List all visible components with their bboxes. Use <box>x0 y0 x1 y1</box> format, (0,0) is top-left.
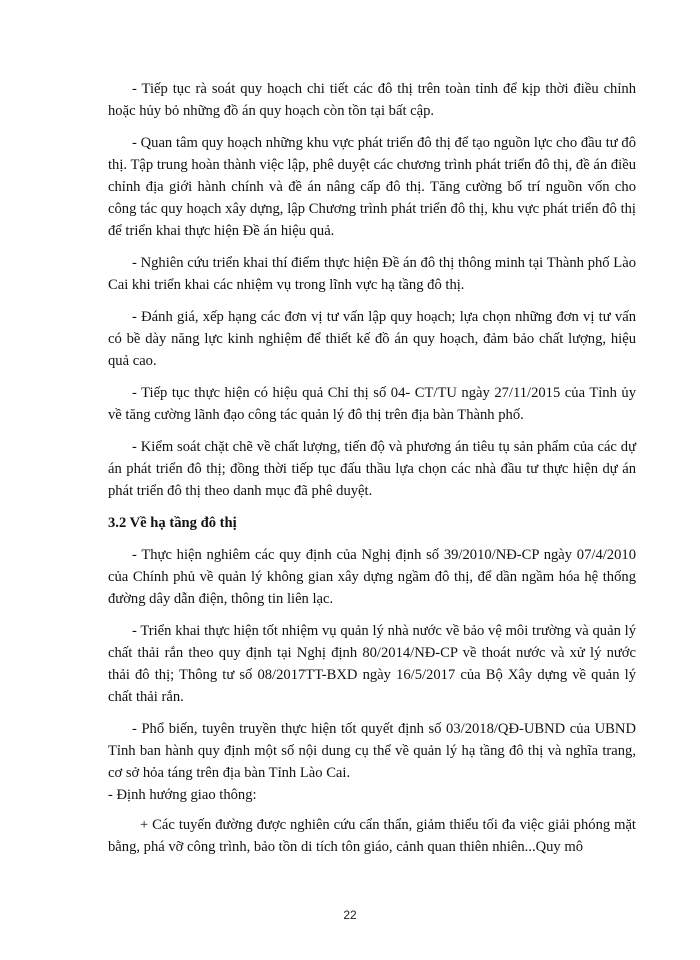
paragraph-decision-03: - Phổ biến, tuyên truyền thực hiện tốt quyết định số 03/2018/QĐ-UBND của UBND Tỉnh ban hành quy định một số nội dung cụ thể về quản lý hạ tầng đô thị và nghĩa trang, cơ sở hỏa táng trên địa bàn Tỉnh Lào Cai. <box>108 721 636 781</box>
paragraph-traffic-orientation: - Định hướng giao thông: <box>108 787 257 803</box>
paragraph-review-detailed-planning: - Tiếp tục rà soát quy hoạch chi tiết các đô thị trên toàn tỉnh để kịp thời điều chỉnh hoặc hủy bỏ những đồ án quy hoạch còn tồn tại bất cập. <box>108 81 636 119</box>
paragraph-directive-04: - Tiếp tục thực hiện có hiệu quả Chỉ thị số 04- CT/TU ngày 27/11/2015 của Tỉnh ủy về tăng cường lãnh đạo công tác quản lý đô thị trên địa bàn Thành phố. <box>108 385 636 423</box>
paragraph-quality-control: - Kiểm soát chặt chẽ về chất lượng, tiến độ và phương án tiêu tụ sản phẩm của các dự án phát triển đô thị; đồng thời tiếp tục đấu thầu lựa chọn các nhà đầu tư thực hiện dự án phát triển đô thị theo danh mục đã phê duyệt. <box>108 439 636 499</box>
paragraph-smart-city-pilot: - Nghiên cứu triển khai thí điểm thực hiện Đề án đô thị thông minh tại Thành phố Lào Cai khi triển khai các nhiệm vụ trong lĩnh vực hạ tầng đô thị. <box>108 255 636 293</box>
section-heading-urban-infrastructure: 3.2 Về hạ tầng đô thị <box>108 515 237 531</box>
page-body <box>108 78 636 868</box>
paragraph-consultant-ranking: - Đánh giá, xếp hạng các đơn vị tư vấn lập quy hoạch; lựa chọn những đơn vị tư vấn có bề dày năng lực kinh nghiệm để thiết kế đồ án quy hoạch, đảm bảo chất lượng, hiệu quả cao. <box>108 309 636 369</box>
paragraph-traffic-routes: + Các tuyến đường được nghiên cứu cẩn thẩn, giảm thiểu tối đa việc giải phóng mặt bằng, phá vỡ công trình, bảo tồn di tích tôn giáo, cảnh quan thiên nhiên...Quy mô <box>108 817 636 855</box>
paragraph-environment-waste: - Triển khai thực hiện tốt nhiệm vụ quản lý nhà nước về bảo vệ môi trường và quản lý chất thải rắn theo quy định tại Nghị định 80/2014/NĐ-CP về thoát nước và xử lý nước thải đô thị; Thông tư số 08/2017TT-BXD ngày 16/5/2017 của Bộ Xây dựng về quản lý chất thải rắn. <box>108 623 636 705</box>
paragraph-urban-development-areas: - Quan tâm quy hoạch những khu vực phát triển đô thị để tạo nguồn lực cho đầu tư đô thị. Tập trung hoàn thành việc lập, phê duyệt các chương trình phát triển đô thị, đề án điều chỉnh địa giới hành chính và đề án nâng cấp đô thị. Tăng cường bố trí nguồn vốn cho công tác quy hoạch xây dựng, lập Chương trình phát triển đô thị, khu vực phát triển đô thị để triển khai thực hiện Đề án hiệu quả. <box>108 135 636 239</box>
page-number: 22 <box>343 908 357 922</box>
paragraph-decree-39: - Thực hiện nghiêm các quy định của Nghị định số 39/2010/NĐ-CP ngày 07/4/2010 của Chính phủ về quản lý không gian xây dựng ngầm đô thị, để dần ngầm hóa hệ thống đường dây dẫn điện, thông tin liên lạc. <box>108 547 636 607</box>
